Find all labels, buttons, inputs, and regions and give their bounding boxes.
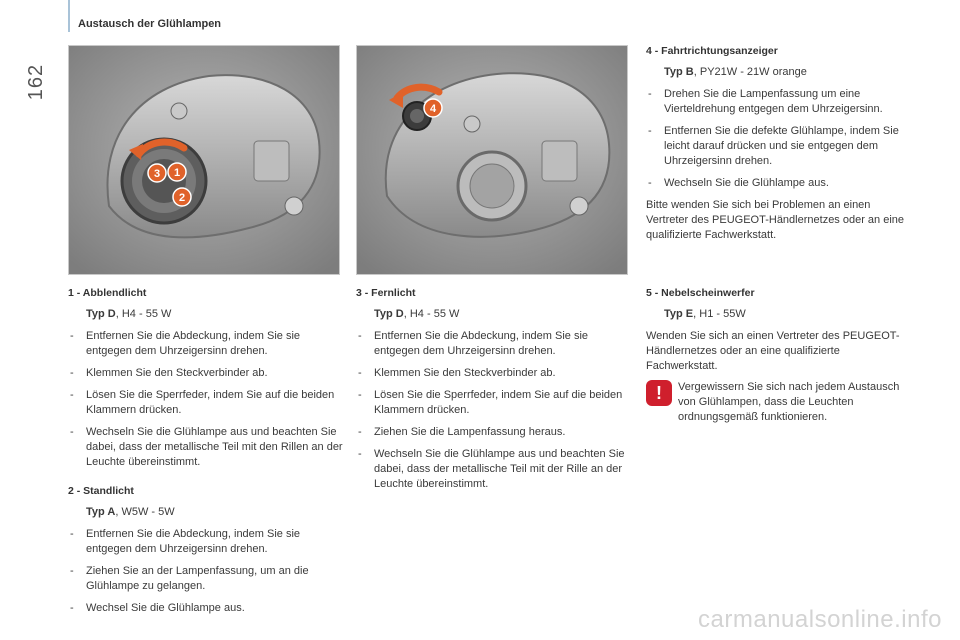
list-item: - Lösen Sie die Sperrfeder, indem Sie auf die beiden Klammern drücken. [356, 388, 631, 418]
headlamp-photo-left [68, 45, 340, 275]
column-middle [356, 286, 631, 499]
bulb-type: Typ D, H4 - 55 W [86, 308, 172, 320]
list-item: - Ziehen Sie an der Lampenfassung, um an die Glühlampe zu gelangen. [68, 564, 343, 594]
section-fernlicht [356, 286, 631, 492]
bulb-type: Typ D, H4 - 55 W [374, 308, 460, 320]
bulb-type: Typ A, W5W - 5W [86, 506, 175, 518]
svg-text:2: 2 [178, 192, 186, 204]
section-fahrtrichtungsanzeiger [646, 44, 906, 243]
list-item: - Wechseln Sie die Glühlampe aus und beachten Sie dabei, dass der metallische Teil mit der Rille an der Leuchte übereinstimmt. [356, 447, 631, 492]
callout-badge-4 [424, 99, 442, 117]
section-title: 5 - Nebelscheinwerfer [646, 287, 755, 299]
page-header: Austausch der Glühlampen [78, 18, 222, 30]
bulb-type: Typ B, PY21W - 21W orange [664, 66, 807, 78]
list-item: - Wechseln Sie die Glühlampe aus. [646, 176, 906, 191]
bulb-type: Typ E, H1 - 55W [664, 308, 746, 320]
svg-text:3: 3 [153, 168, 161, 180]
list-item: - Ziehen Sie die Lampenfassung heraus. [356, 425, 631, 440]
section-nebelscheinwerfer [646, 286, 906, 380]
service-note: Wenden Sie sich an einen Vertreter des PEUGEOT-Händlernetzes oder an eine qualifizierte Fachwerkstatt. [646, 330, 900, 372]
header-accent-bar [68, 0, 70, 32]
headlamp-photo-right [356, 45, 628, 275]
list-item: - Entfernen Sie die Abdeckung, indem Sie sie entgegen dem Uhrzeigersinn drehen. [356, 329, 631, 359]
section-title: 2 - Standlicht [68, 485, 134, 497]
section-title: 3 - Fernlicht [356, 287, 416, 299]
list-item: - Klemmen Sie den Steckverbinder ab. [68, 366, 343, 381]
page-number: 162 [25, 63, 47, 101]
callout-badge-2 [173, 188, 191, 206]
list-item: - Lösen Sie die Sperrfeder, indem Sie auf die beiden Klammern drücken. [68, 388, 343, 418]
section-title: 1 - Abblendlicht [68, 287, 147, 299]
list-item: - Wechseln Sie die Glühlampe aus und beachten Sie dabei, dass der metallische Teil mit den Rillen an der Leuchte übereinstimmt. [68, 425, 343, 470]
section-abblendlicht [68, 286, 343, 470]
svg-text:1: 1 [173, 167, 181, 179]
service-note: Bitte wenden Sie sich bei Problemen an einen Vertreter des PEUGEOT-Händlernetzes oder an eine qualifizierte Fachwerkstatt. [646, 199, 905, 241]
list-item: - Klemmen Sie den Steckverbinder ab. [356, 366, 631, 381]
list-item: - Wechsel Sie die Glühlampe aus. [68, 601, 343, 616]
warning-icon: ! [646, 380, 672, 406]
callout-badge-1 [168, 163, 186, 181]
section-standlicht [68, 484, 343, 616]
callout-badge-3 [148, 164, 166, 182]
column-right [646, 44, 906, 249]
list-item: - Entfernen Sie die Abdeckung, indem Sie sie entgegen dem Uhrzeigersinn drehen. [68, 527, 343, 557]
svg-text:4: 4 [429, 103, 437, 115]
watermark: carmanualsonline.info [698, 606, 942, 633]
column-left [68, 286, 343, 623]
list-item: - Entfernen Sie die defekte Glühlampe, indem Sie leicht darauf drücken und sie entgegen dem Uhrzeigersinn drehen. [646, 124, 906, 169]
list-item: - Entfernen Sie die Abdeckung, indem Sie sie entgegen dem Uhrzeigersinn drehen. [68, 329, 343, 359]
warning-text: Vergewissern Sie sich nach jedem Austausch von Glühlampen, dass die Leuchten ordnungsgemäß funktionieren. [678, 381, 900, 423]
list-item: - Drehen Sie die Lampenfassung um eine Vierteldrehung entgegen dem Uhrzeigersinn. [646, 87, 906, 117]
section-title: 4 - Fahrtrichtungsanzeiger [646, 45, 778, 57]
